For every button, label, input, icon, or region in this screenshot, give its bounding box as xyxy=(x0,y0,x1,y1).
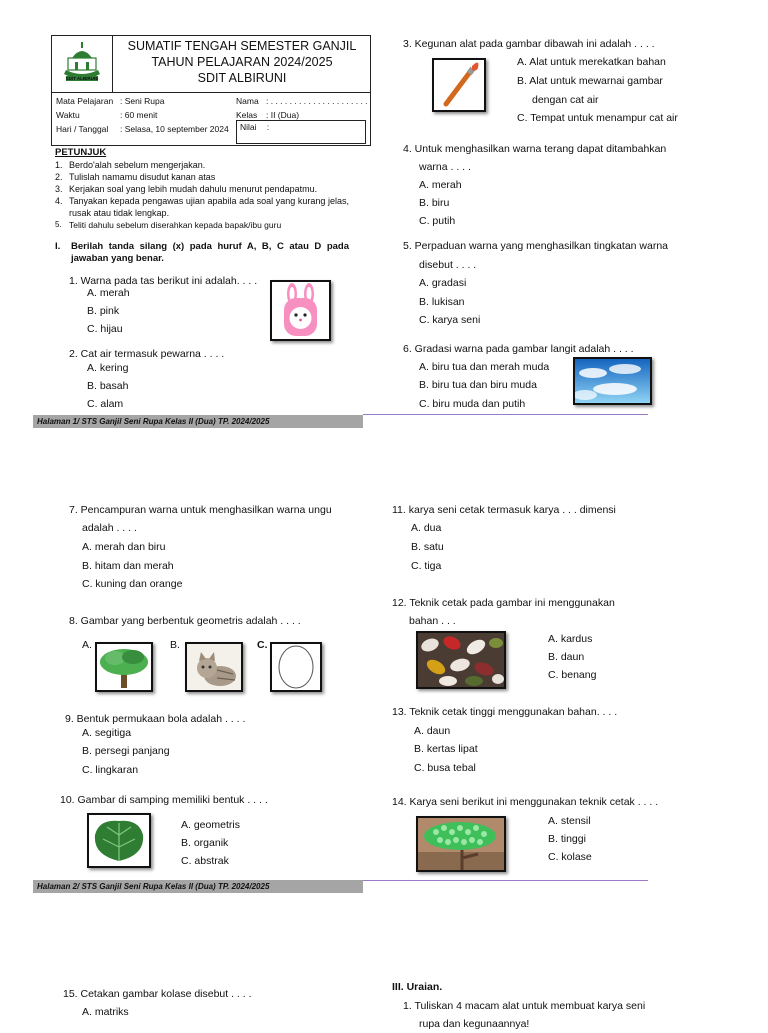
class-label: Kelas xyxy=(236,110,258,120)
score-box[interactable] xyxy=(236,120,366,144)
q11-stem: 11. karya seni cetak termasuk karya . . . dimensi xyxy=(392,504,616,516)
q7-stem-cont: adalah . . . . xyxy=(82,522,137,534)
instruction-4: Tanyakan kepada pengawas ujian apabila ada soal yang kurang jelas, rusak atau tidak lengkap. xyxy=(69,196,349,218)
header-divider xyxy=(52,92,370,93)
time-value: : 60 menit xyxy=(120,110,158,120)
q9-option-a[interactable]: A. segitiga xyxy=(82,727,132,739)
instruction-num-1: 1. xyxy=(55,160,63,170)
sky-gradient-image xyxy=(573,357,652,405)
q2-stem: 2. Cat air termasuk pewarna . . . . xyxy=(69,348,225,360)
page-1-footer-line xyxy=(363,414,648,415)
header-divider-vertical xyxy=(112,36,113,92)
q3-option-c[interactable]: C. Tempat untuk menampur cat air xyxy=(517,112,678,124)
q9-option-b[interactable]: B. persegi panjang xyxy=(82,745,170,757)
green-print-icon xyxy=(418,818,504,870)
section-1-number: I. xyxy=(55,241,61,252)
paintbrush-image xyxy=(432,58,486,112)
date-label: Hari / Tanggal xyxy=(56,124,109,134)
q2-option-b[interactable]: B. basah xyxy=(87,380,129,392)
cloudy-sky-icon xyxy=(575,359,650,403)
q13-option-b[interactable]: B. kertas lipat xyxy=(414,743,478,755)
q8-stem: 8. Gambar yang berbentuk geometris adalah . . . . xyxy=(69,615,301,627)
date-value: : Selasa, 10 september 2024 xyxy=(120,124,229,134)
q3-option-b-cont: dengan cat air xyxy=(532,94,599,106)
essay-q1-cont: rupa dan kegunaannya! xyxy=(419,1018,530,1030)
q6-option-c[interactable]: C. biru muda dan putih xyxy=(419,398,526,410)
q3-stem: 3. Kegunan alat pada gambar dibawah ini adalah . . . . xyxy=(403,38,655,50)
subject-value: : Seni Rupa xyxy=(120,96,165,106)
q4-option-a[interactable]: A. merah xyxy=(419,179,462,191)
title-line-3: SDIT ALBIRUNI xyxy=(197,71,287,85)
q3-option-b[interactable]: B. Alat untuk mewarnai gambar xyxy=(517,75,663,87)
title-line-1: SUMATIF TENGAH SEMESTER GANJIL xyxy=(127,39,357,53)
instruction-num-5: 5. xyxy=(55,220,62,229)
leaf-print-icon xyxy=(418,633,504,687)
q13-option-c[interactable]: C. busa tebal xyxy=(414,762,476,774)
leaf-icon xyxy=(89,815,149,866)
exam-title xyxy=(114,38,370,86)
cat-image xyxy=(185,642,243,692)
q10-option-c[interactable]: C. abstrak xyxy=(181,855,229,867)
instruction-num-3: 3. xyxy=(55,184,63,194)
q14-option-c[interactable]: C. kolase xyxy=(548,851,592,863)
q5-option-a[interactable]: A. gradasi xyxy=(419,277,467,289)
pink-bunny-bag-icon xyxy=(272,282,329,339)
q12-stem-cont: bahan . . . xyxy=(409,615,456,627)
green-print-image xyxy=(416,816,506,872)
leaf-print-image xyxy=(416,631,506,689)
q12-option-a[interactable]: A. kardus xyxy=(548,633,593,645)
q15-option-a[interactable]: A. matriks xyxy=(82,1006,129,1018)
q2-option-c[interactable]: C. alam xyxy=(87,398,124,410)
q10-option-a[interactable]: A. geometris xyxy=(181,819,240,831)
time-label: Waktu xyxy=(56,110,80,120)
q7-option-a[interactable]: A. merah dan biru xyxy=(82,541,166,553)
q12-option-c[interactable]: C. benang xyxy=(548,669,597,681)
q1-option-b[interactable]: B. pink xyxy=(87,305,120,317)
q4-stem-cont: warna . . . . xyxy=(419,161,471,173)
instruction-num-4: 4. xyxy=(55,196,63,206)
q4-stem: 4. Untuk menghasilkan warna terang dapat ditambahkan xyxy=(403,143,667,155)
q5-option-b[interactable]: B. lukisan xyxy=(419,296,465,308)
q3-option-a[interactable]: A. Alat untuk merekatkan bahan xyxy=(517,56,666,68)
logo-caption: SDIT ALBIRUNI xyxy=(65,76,99,81)
instructions-heading: PETUNJUK xyxy=(55,147,107,158)
q6-stem: 6. Gradasi warna pada gambar langit adalah . . . . xyxy=(403,343,634,355)
subject-label: Mata Pelajaran xyxy=(56,96,114,106)
q7-option-b[interactable]: B. hitam dan merah xyxy=(82,560,174,572)
q6-option-b[interactable]: B. biru tua dan biru muda xyxy=(419,379,537,391)
title-line-2: TAHUN PELAJARAN 2024/2025 xyxy=(151,55,333,69)
instruction-2: Tulislah namamu disudut kanan atas xyxy=(69,172,216,182)
q12-stem: 12. Teknik cetak pada gambar ini menggunakan xyxy=(392,597,615,609)
q7-stem: 7. Pencampuran warna untuk menghasilkan warna ungu xyxy=(69,504,332,516)
essay-q1: 1. Tuliskan 4 macam alat untuk membuat karya seni xyxy=(403,1000,646,1012)
q14-option-b[interactable]: B. tinggi xyxy=(548,833,586,845)
pink-bunny-bag-image xyxy=(270,280,331,341)
tree-image xyxy=(95,642,153,692)
q12-option-b[interactable]: B. daun xyxy=(548,651,585,663)
name-label: Nama xyxy=(236,96,259,106)
q4-option-c[interactable]: C. putih xyxy=(419,215,456,227)
paintbrush-icon xyxy=(434,60,484,110)
instruction-5: Teliti dahulu sebelum diserahkan kepada bapak/ibu guru xyxy=(69,220,282,230)
section-1-instruction: Berilah tanda silang (x) pada huruf A, B, C atau D pada jawaban yang benar. xyxy=(71,241,349,264)
q13-stem: 13. Teknik cetak tinggi menggunakan bahan. . . . xyxy=(392,706,618,718)
page-2-footer-line xyxy=(363,880,648,881)
class-value: : II (Dua) xyxy=(266,110,300,120)
instruction-3: Kerjakan soal yang lebih mudah dahulu menurut pendapatmu. xyxy=(69,184,318,194)
q10-stem: 10. Gambar di samping memiliki bentuk . . . . xyxy=(60,794,268,806)
q9-stem: 9. Bentuk permukaan bola adalah . . . . xyxy=(65,713,246,725)
q11-option-c[interactable]: C. tiga xyxy=(411,560,442,572)
q11-option-b[interactable]: B. satu xyxy=(411,541,444,553)
oval-shape-icon xyxy=(272,644,320,690)
q15-stem: 15. Cetakan gambar kolase disebut . . . . xyxy=(63,988,252,1000)
q8-option-b[interactable]: B. xyxy=(170,639,180,651)
exam-header xyxy=(51,35,371,146)
q10-option-b[interactable]: B. organik xyxy=(181,837,229,849)
q5-stem-cont: disebut . . . . xyxy=(419,259,477,271)
q8-option-c[interactable]: C. xyxy=(257,639,268,651)
instruction-1: Berdo'alah sebelum mengerjakan. xyxy=(69,160,206,170)
score-value: : xyxy=(266,122,270,132)
q14-stem: 14. Karya seni berikut ini menggunakan teknik cetak . . . . xyxy=(392,796,659,808)
q1-option-a[interactable]: A. merah xyxy=(87,287,130,299)
page-1-footer: Halaman 1/ STS Ganjil Seni Rupa Kelas II (Dua) TP. 2024/2025 xyxy=(33,415,363,428)
q9-option-c[interactable]: C. lingkaran xyxy=(82,764,139,776)
tree-icon xyxy=(97,644,151,690)
instruction-num-2: 2. xyxy=(55,172,63,182)
q14-option-a[interactable]: A. stensil xyxy=(548,815,591,827)
section-3-heading: III. Uraian. xyxy=(392,981,443,993)
q1-option-c[interactable]: C. hijau xyxy=(87,323,123,335)
q8-option-a[interactable]: A. xyxy=(82,639,92,651)
page-2-footer: Halaman 2/ STS Ganjil Seni Rupa Kelas II (Dua) TP. 2024/2025 xyxy=(33,880,363,893)
score-label: Nilai xyxy=(240,122,257,132)
q5-option-c[interactable]: C. karya seni xyxy=(419,314,481,326)
cat-icon xyxy=(187,644,241,690)
q13-option-a[interactable]: A. daun xyxy=(414,725,451,737)
oval-image xyxy=(270,642,322,692)
leaf-image xyxy=(87,813,151,868)
name-field[interactable]: : . . . . . . . . . . . . . . . . . . . . . xyxy=(266,96,368,106)
q1-stem: 1. Warna pada tas berikut ini adalah. . . . xyxy=(69,275,258,287)
q7-option-c[interactable]: C. kuning dan orange xyxy=(82,578,183,590)
q5-stem: 5. Perpaduan warna yang menghasilkan tingkatan warna xyxy=(403,240,669,252)
q11-option-a[interactable]: A. dua xyxy=(411,522,442,534)
q4-option-b[interactable]: B. biru xyxy=(419,197,450,209)
q2-option-a[interactable]: A. kering xyxy=(87,362,129,374)
q6-option-a[interactable]: A. biru tua dan merah muda xyxy=(419,361,550,373)
